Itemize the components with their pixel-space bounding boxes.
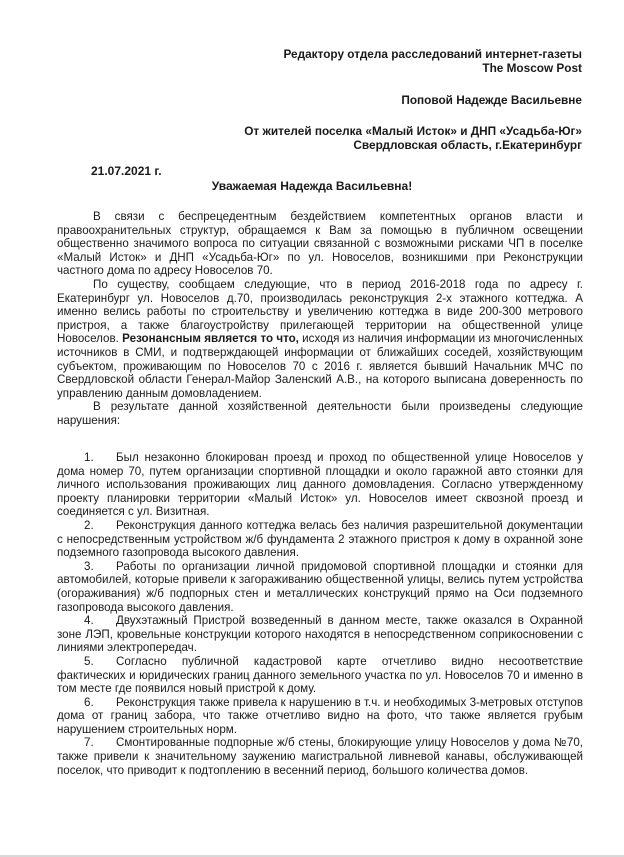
- salutation: Уважаемая Надежда Васильевна!: [211, 179, 413, 193]
- violations-list: [57, 451, 583, 777]
- list-item: [57, 614, 583, 655]
- sender-line-residents: От жителей поселка «Малый Исток» и ДНП «Усадьба-Юг»: [244, 124, 582, 138]
- letter-body: [57, 210, 583, 428]
- list-item-text: Реконструкция данного коттеджа велась без наличия разрешительной документации с непосредственным устройством ж/б фундамента 2 этажного пристроя к дому в охранной зоне подземного газопровода высокого давления.: [57, 518, 583, 560]
- list-item-text: Был незаконно блокирован проезд и проход по общественной улице Новоселов у дома номер 70, путем организации спортивной площадки и около гаражной авто стоянки для личного использования проживающих лиц данного домовладения. Согласно утвержденному проекту планировки территории «Малый Исток» ул. Новоселов имеет сквозной проезд и соединяется с ул. Визитная.: [57, 451, 583, 519]
- list-item: [57, 696, 583, 737]
- list-item-number: 3.: [84, 559, 94, 573]
- list-item-text: Работы по организации личной придомовой спортивной площадки и стоянки для автомобилей, которые привели к загораживанию общественной улицы, велись путем устройства (огораживания) ж/б подпорных стен и металлических конструкций прямо на Оси подземного газопровода высокого давления.: [57, 559, 583, 614]
- paragraph-violations-intro: В результате данной хозяйственной деятельности были произведены следующие нарушения:: [57, 400, 583, 427]
- paragraph-facts: [57, 278, 583, 400]
- list-item: [57, 655, 583, 696]
- addressee-name: Поповой Надежде Васильевне: [401, 93, 582, 107]
- letter-date: 21.07.2021 г.: [91, 164, 162, 178]
- list-item: [57, 560, 583, 614]
- addressee-line-newspaper: The Moscow Post: [482, 61, 582, 75]
- list-item-text: Согласно публичной кадастровой карте отчетливо видно несоответствие фактических и юридических границ данного земельного участка по ул. Новоселов 70 и именно в том месте где появился новый пристрой к дому.: [57, 654, 583, 696]
- list-item-number: 2.: [84, 518, 94, 532]
- list-item-text: Реконструкция также привела к нарушению в т.ч. и необходимых 3-метровых отступов дома от границ забора, что также отчетливо видно на фото, что также является грубым нарушением строительных норм.: [57, 695, 583, 736]
- list-item: [57, 519, 583, 560]
- paragraph-facts-end: исходя из наличия информации из многочисленных источников в СМИ, и подтверждающей информации от ближайших соседей, хозяйствующим субъектом, проживающим по Новоселов 70 с 2016 г. является бывший Начальник МЧС по Свердловской области Генерал-Майор Заленский А.В., на которого выписана доверенность по управлению данным домовладением.: [57, 332, 583, 400]
- addressee-block: [283, 47, 582, 75]
- list-item-number: 1.: [84, 451, 94, 464]
- list-item-number: 4.: [84, 614, 94, 628]
- paragraph-intro: В связи с беспрецедентным бездействием компетентных органов власти и правоохранительных структур, обращаемся к Вам за помощью в публичном освещении общественно значимого вопроса по ситуации связанной с возможными рисками ЧП в поселке «Малый Исток» и ДНП «Усадьба-Юг» по ул. Новоселов, возникшими при Реконструкции частного дома по адресу Новоселов 70.: [57, 210, 583, 278]
- list-item-text: Смонтированные подпорные ж/б стены, блокирующие улицу Новоселов у дома №70, также привели к значительному заужению магистральной ливневой канавы, обслуживающей поселок, что приводит к подтоплению в весенний период, большого количества домов.: [57, 736, 583, 777]
- list-item-number: 5.: [84, 654, 94, 668]
- list-item: [57, 451, 583, 519]
- sender-line-location: Свердловская область, г.Екатеринбург: [353, 138, 582, 152]
- sender-block: [244, 124, 582, 152]
- list-item-number: 6.: [84, 695, 94, 709]
- addressee-line-editor: Редактору отдела расследований интернет-газеты: [283, 47, 582, 61]
- list-item: [57, 736, 583, 777]
- paragraph-facts-start: По существу, сообщаем следующие, что в период 2016-2018 года по адресу г. Екатеринбург ул. Новоселов д.70, производилась реконструкция 2-х этажного коттеджа. А именно велись работы по строительству и увеличению коттеджа в виде 200-300 метрового пристроя, а также благоустройству прилегающей территории на общественной улице Новоселов.: [57, 277, 583, 346]
- paragraph-facts-emphasis: Резонансным является то что,: [122, 332, 299, 346]
- list-item-number: 7.: [84, 736, 94, 750]
- list-item-text: Двухэтажный Пристрой возведенный в данном месте, также оказался в Охранной зоне ЛЭП, кровельные конструкции которого находятся в непосредственном соприкосновении с линиями электропередач.: [57, 614, 583, 655]
